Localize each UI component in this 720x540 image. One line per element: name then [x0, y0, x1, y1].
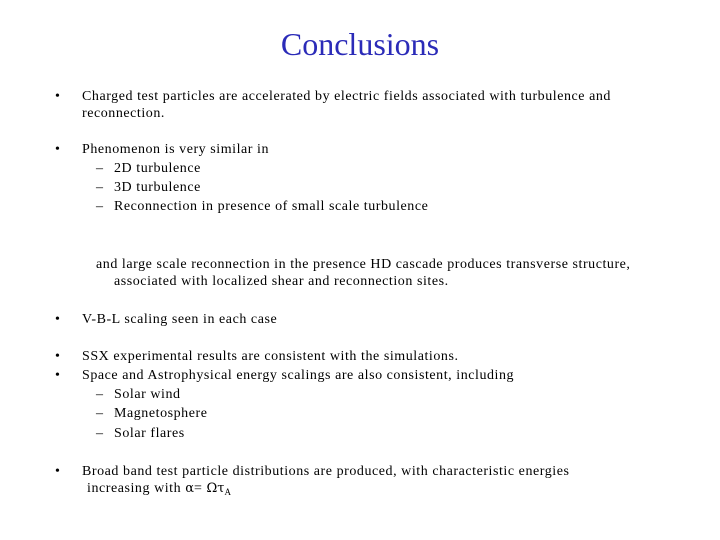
- dash-marker: –: [96, 180, 104, 195]
- sub-item-label: Magnetosphere: [114, 406, 208, 421]
- tau-symbol: τ: [217, 481, 225, 496]
- note-line-1: and large scale reconnection in the presence HD cascade produces transverse structure,: [96, 257, 631, 272]
- sub-item-3d: [96, 179, 201, 196]
- bullet-1-line-2: reconnection.: [82, 106, 165, 121]
- subscript-a: A: [224, 487, 231, 497]
- sub-item-label: 3D turbulence: [114, 180, 201, 195]
- sub-item-solar-flares: [96, 425, 185, 442]
- dash-marker: –: [96, 426, 104, 441]
- sub-item-reconnection: [96, 198, 428, 215]
- bullet-marker: •: [55, 89, 60, 104]
- sub-item-label: Solar flares: [114, 426, 185, 441]
- bullet-marker: •: [55, 142, 60, 157]
- bullet-2-text: Phenomenon is very similar in: [82, 142, 270, 157]
- sub-item-solar-wind: [96, 386, 181, 403]
- note-line-2: associated with localized shear and reconnection sites.: [114, 274, 449, 289]
- sub-item-2d: [96, 160, 201, 177]
- slide-title: Conclusions: [280, 26, 440, 62]
- bullet-marker: •: [55, 349, 60, 364]
- bullet-marker: •: [55, 312, 60, 327]
- dash-marker: –: [96, 406, 104, 421]
- bullet-marker: •: [55, 464, 60, 479]
- bullet-3-text: V-B-L scaling seen in each case: [82, 312, 278, 327]
- bullet-6-line-2: [82, 480, 682, 501]
- bullet-1-line-1: Charged test particles are accelerated by electric fields associated with turbulence and: [82, 89, 611, 104]
- bullet-1-text: [82, 88, 682, 122]
- dash-marker: –: [96, 387, 104, 402]
- sub-item-label: Reconnection in presence of small scale turbulence: [114, 199, 429, 214]
- dash-marker: –: [96, 161, 104, 176]
- bullet-6-text: [82, 463, 682, 501]
- bullet-4-text: SSX experimental results are consistent with the simulations.: [82, 349, 459, 364]
- note-text: [96, 256, 696, 290]
- omega-symbol: Ω: [206, 481, 218, 496]
- bullet-6-prefix: increasing with: [87, 481, 186, 496]
- dash-marker: –: [96, 199, 104, 214]
- alpha-symbol: α: [185, 481, 195, 496]
- bullet-6-line-1: Broad band test particle distributions are produced, with characteristic energies: [82, 464, 570, 479]
- sub-item-label: Solar wind: [114, 387, 181, 402]
- bullet-5-text: Space and Astrophysical energy scalings are also consistent, including: [82, 368, 515, 383]
- sub-item-label: 2D turbulence: [114, 161, 201, 176]
- bullet-marker: •: [55, 368, 60, 383]
- sub-item-magnetosphere: [96, 405, 207, 422]
- equals-symbol: =: [194, 481, 207, 496]
